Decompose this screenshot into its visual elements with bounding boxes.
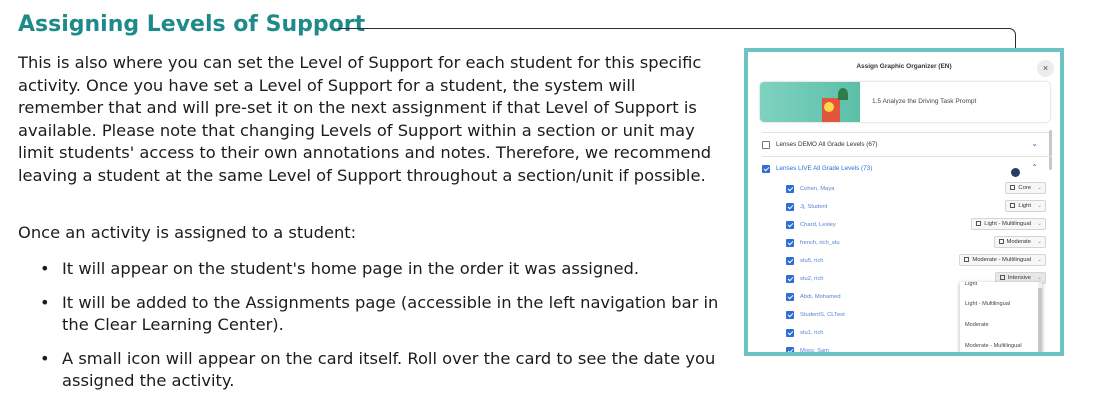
level-icon xyxy=(1010,203,1015,208)
lightbulb-icon xyxy=(824,102,834,112)
student-name: Abdi, Mohamed xyxy=(800,294,841,300)
student-name: french, rich_stu xyxy=(800,240,840,246)
dropdown-option[interactable]: Light xyxy=(965,282,978,287)
bullet-icon: • xyxy=(40,292,50,312)
level-value: Light - Multilingual xyxy=(984,221,1031,227)
group-checkbox[interactable] xyxy=(762,165,770,173)
dropdown-scrollbar-thumb[interactable] xyxy=(1038,288,1042,356)
list-item-text: It will be added to the Assignments page (accessible in the left navigation bar in the Clear Learning Center). xyxy=(62,292,719,334)
intro-paragraph: This is also where you can set the Level of Support for each student for this specific activity. Once you have set a Level of Support for a student, the system will remember that and will pre-set it on the next assignment if that Level of Support is available. Please note that changing Levels of Support within a section or unit may limit students' access to their own annotations and notes. Therefore, we recommend leaving a student at the same Level of Support throughout a section/unit if possible. xyxy=(18,53,712,185)
chevron-down-icon: ⌄ xyxy=(1036,221,1042,227)
activity-thumbnail xyxy=(760,82,860,122)
student-checkbox[interactable] xyxy=(786,221,794,229)
student-checkbox[interactable] xyxy=(786,239,794,247)
group-label: Lenses LIVE All Grade Levels (73) xyxy=(776,165,873,172)
student-row[interactable] xyxy=(786,216,1046,234)
student-checkbox[interactable] xyxy=(786,311,794,319)
activity-title: 1.5 Analyze the Driving Task Prompt xyxy=(872,98,977,105)
level-value: Core xyxy=(1018,185,1031,191)
chevron-down-icon[interactable]: ⌄ xyxy=(1031,139,1038,148)
modal-title: Assign Graphic Organizer (EN) xyxy=(856,63,952,70)
list-item xyxy=(40,348,730,393)
divider xyxy=(762,156,1052,157)
assignment-effects-list xyxy=(40,258,730,404)
chevron-down-icon: ⌄ xyxy=(1036,185,1042,191)
student-name: Cohen, Maya xyxy=(800,186,835,192)
student-checkbox[interactable] xyxy=(786,203,794,211)
level-select[interactable] xyxy=(1005,182,1046,194)
student-checkbox[interactable] xyxy=(786,275,794,283)
level-select[interactable] xyxy=(1005,200,1046,212)
student-name: stu2, rich xyxy=(800,276,824,282)
level-value: Intensive xyxy=(1007,275,1031,281)
student-row[interactable] xyxy=(786,252,1046,270)
plant-icon xyxy=(838,88,848,100)
student-checkbox[interactable] xyxy=(786,347,794,355)
callout-pointer-dot xyxy=(1011,168,1020,177)
level-icon xyxy=(999,239,1004,244)
bullet-icon: • xyxy=(40,259,50,278)
dropdown-option[interactable]: Moderate xyxy=(965,322,989,328)
student-name: stu5, rich xyxy=(800,258,824,264)
student-row[interactable] xyxy=(786,198,1046,216)
student-checkbox[interactable] xyxy=(786,329,794,337)
group-label: Lenses DEMO All Grade Levels (67) xyxy=(776,141,878,148)
student-checkbox[interactable] xyxy=(786,257,794,265)
level-select[interactable] xyxy=(959,254,1046,266)
class-group-row[interactable] xyxy=(762,134,1052,156)
group-checkbox[interactable] xyxy=(762,141,770,149)
chevron-down-icon: ⌄ xyxy=(1036,239,1042,245)
class-group-row[interactable] xyxy=(762,158,1052,180)
student-name: StudentS, CLTest xyxy=(800,312,845,318)
level-icon xyxy=(964,257,969,262)
dropdown-option[interactable]: Light - Multilingual xyxy=(965,301,1011,307)
student-name: Jj, Student xyxy=(800,204,828,210)
list-item-text: It will appear on the student's home page in the order it was assigned. xyxy=(62,259,640,278)
student-checkbox[interactable] xyxy=(786,185,794,193)
dropdown-option[interactable]: Moderate - Multilingual xyxy=(965,343,1022,349)
student-name: stu1, rich xyxy=(800,330,824,336)
level-dropdown-menu[interactable] xyxy=(960,282,1042,356)
level-value: Moderate - Multilingual xyxy=(972,257,1031,263)
student-name: Moss, Sam xyxy=(800,348,829,354)
student-row[interactable] xyxy=(786,180,1046,198)
level-icon xyxy=(976,221,981,226)
bullet-icon: • xyxy=(40,348,50,368)
divider xyxy=(762,132,1052,133)
student-name: Chard, Lesley xyxy=(800,222,836,228)
student-checkbox[interactable] xyxy=(786,293,794,301)
list-item xyxy=(40,258,730,281)
level-value: Moderate xyxy=(1006,239,1031,245)
student-row[interactable] xyxy=(786,234,1046,252)
activity-card[interactable] xyxy=(760,82,1050,122)
assigned-intro-paragraph: Once an activity is assigned to a student: xyxy=(18,223,357,242)
list-item-text: A small icon will appear on the card itself. Roll over the card to see the date you assigned the activity. xyxy=(62,348,716,390)
level-select[interactable] xyxy=(994,236,1047,248)
level-icon xyxy=(1000,275,1005,280)
chevron-down-icon: ⌄ xyxy=(1036,275,1042,281)
close-button[interactable]: × xyxy=(1037,60,1054,77)
list-item xyxy=(40,292,730,337)
chevron-down-icon: ⌄ xyxy=(1036,257,1042,263)
chevron-up-icon[interactable]: ⌃ xyxy=(1031,163,1038,172)
level-value: Light xyxy=(1018,203,1031,209)
assign-modal-screenshot xyxy=(744,48,1064,356)
level-icon xyxy=(1010,185,1015,190)
page-heading: Assigning Levels of Support xyxy=(18,12,366,37)
level-select[interactable] xyxy=(971,218,1046,230)
chevron-down-icon: ⌄ xyxy=(1036,203,1042,209)
heading-connector-line xyxy=(338,28,1016,50)
